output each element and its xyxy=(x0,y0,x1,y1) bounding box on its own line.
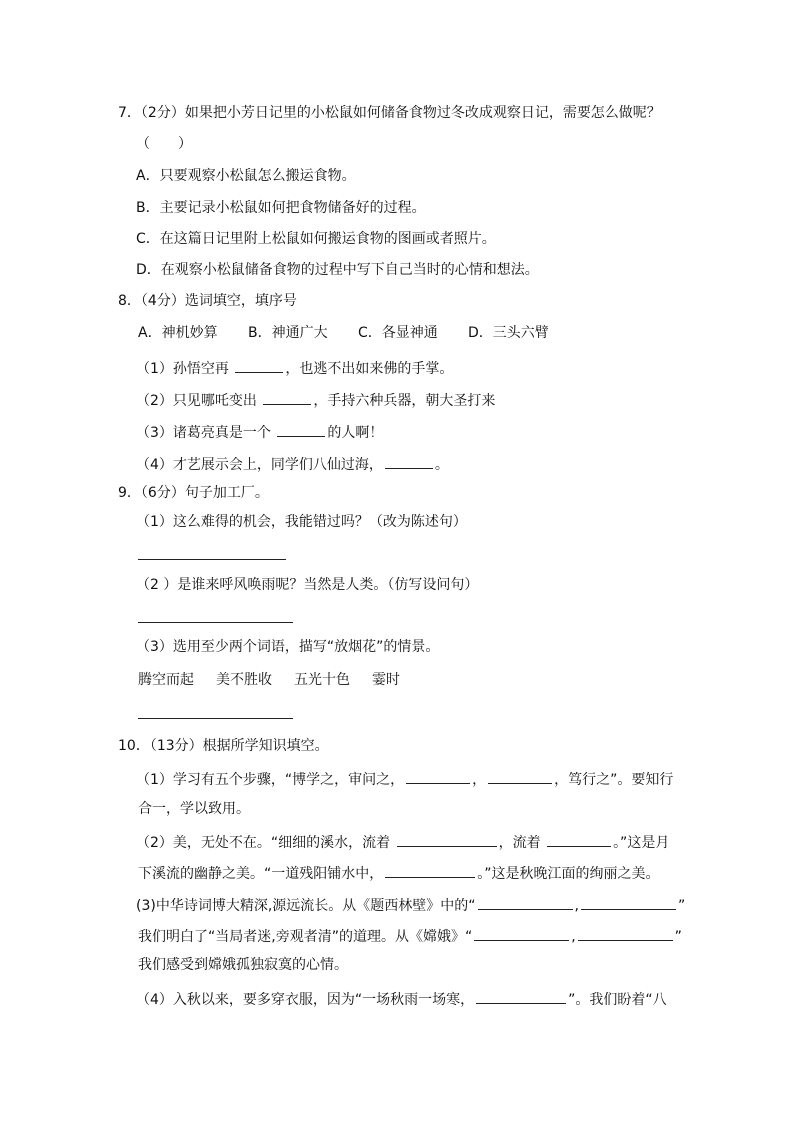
text: ” xyxy=(678,898,686,914)
q8-item-2-pre: （2）只见哪吒变出 xyxy=(136,393,262,409)
q8-choice-c: C．各显神通 xyxy=(358,325,438,341)
q9-word: 腾空而起 xyxy=(138,672,194,688)
text: , xyxy=(574,898,579,914)
text: （1）学习有五个步骤，“博学之，审问之， xyxy=(136,772,405,788)
answer-blank[interactable] xyxy=(488,768,552,784)
answer-blank[interactable] xyxy=(385,453,433,469)
q10-part-2-line-2 xyxy=(138,862,660,883)
q10-part-4 xyxy=(136,988,667,1009)
q9-word-bank xyxy=(138,671,400,689)
answer-blank[interactable] xyxy=(581,894,676,910)
q8-item-2-post: ，手持六种兵器，朝大圣打来 xyxy=(313,393,496,409)
text: ，笃行之”。要知行 xyxy=(554,772,674,788)
text: （4）入秋以来，要多穿衣服，因为“一场秋雨一场寒， xyxy=(136,992,475,1008)
answer-line[interactable] xyxy=(138,622,293,623)
q8-choice-b: B．神通广大 xyxy=(248,325,328,341)
q10-part-3 xyxy=(136,894,685,915)
text: (3)中华诗词博大精深,源远流长。从《题西林壁》中的“ xyxy=(136,898,476,914)
answer-blank[interactable] xyxy=(478,894,573,910)
q8-item-1-post: ，也逃不出如来佛的手掌。 xyxy=(285,361,454,377)
q10-part-3-line-3: 我们感受到嫦娥孤独寂寞的心情。 xyxy=(138,957,348,973)
q8-item-3-pre: （3）诸葛亮真是一个 xyxy=(136,425,276,441)
answer-blank[interactable] xyxy=(547,831,611,847)
answer-blank[interactable] xyxy=(385,862,475,878)
q7-stem: 7．（2分）如果把小芳日记里的小松鼠如何储备食物过冬改成观察日记，需要怎么做呢？ xyxy=(118,105,661,121)
q7-option-d: D．在观察小松鼠储备食物的过程中写下自己当时的心情和想法。 xyxy=(136,262,539,278)
q8-stem: 8．（4分）选词填空，填序号 xyxy=(118,293,297,309)
q8-choices xyxy=(138,324,549,342)
text: 。”这是秋晚江面的绚丽之美。 xyxy=(477,866,660,882)
answer-blank[interactable] xyxy=(263,389,311,405)
text: 下溪流的幽静之美。“一道残阳铺水中， xyxy=(138,866,384,882)
q10-stem: 10．（13分）根据所学知识填空。 xyxy=(118,738,329,754)
q7-option-b: B．主要记录小松鼠如何把食物储备好的过程。 xyxy=(136,200,426,216)
q8-item-1 xyxy=(136,357,453,378)
text: （2）美，无处不在。“细细的溪水，流着 xyxy=(136,835,395,851)
q9-sentence-3: （3）选用至少两个词语，描写“放烟花”的情景。 xyxy=(136,639,440,655)
q7-option-c: C．在这篇日记里附上松鼠如何搬运食物的图画或者照片。 xyxy=(136,231,496,247)
text: ” xyxy=(674,929,682,945)
q9-word: 五光十色 xyxy=(294,672,350,688)
text: 。”这是月 xyxy=(613,835,670,851)
q8-item-1-pre: （1）孙悟空再 xyxy=(136,361,234,377)
answer-blank[interactable] xyxy=(578,925,673,941)
q8-choice-d: D．三头六臂 xyxy=(468,325,549,341)
answer-blank[interactable] xyxy=(476,988,566,1004)
text: ，流着 xyxy=(498,835,546,851)
q8-item-2 xyxy=(136,389,495,410)
text: , xyxy=(571,929,576,945)
q7-option-a: A．只要观察小松鼠怎么搬运食物。 xyxy=(136,168,356,184)
q8-choice-a: A．神机妙算 xyxy=(138,325,218,341)
q9-word: 美不胜收 xyxy=(216,672,272,688)
q8-item-4-pre: （4）才艺展示会上，同学们八仙过海， xyxy=(136,457,383,473)
text: ， xyxy=(472,772,487,788)
q9-sentence-2: （2 ）是谁来呼风唤雨呢？当然是人类。（仿写设问句） xyxy=(136,577,479,593)
q8-item-4-post: 。 xyxy=(434,457,449,473)
answer-blank[interactable] xyxy=(277,421,325,437)
q8-item-4 xyxy=(136,453,449,474)
answer-blank[interactable] xyxy=(474,925,569,941)
q10-part-1-line-2: 合一，学以致用。 xyxy=(138,801,250,817)
q8-item-3-post: 的人啊！ xyxy=(327,425,384,441)
q9-word: 霎时 xyxy=(372,672,400,688)
q10-part-2 xyxy=(136,831,669,852)
q7-paren: （ ） xyxy=(136,136,192,152)
q9-sentence-1: （1）这么难得的机会，我能错过吗？（改为陈述句） xyxy=(136,514,467,530)
q10-part-3-line-2 xyxy=(138,925,682,946)
answer-line[interactable] xyxy=(138,718,293,719)
text: 我们明白了“当局者迷,旁观者清”的道理。从《嫦娥》“ xyxy=(138,929,473,945)
q8-item-3 xyxy=(136,421,383,442)
answer-blank[interactable] xyxy=(406,768,470,784)
answer-blank[interactable] xyxy=(397,831,497,847)
answer-blank[interactable] xyxy=(235,357,283,373)
q10-part-1 xyxy=(136,768,673,789)
text: ”。我们盼着“八 xyxy=(568,992,667,1008)
answer-line[interactable] xyxy=(138,559,286,560)
q9-stem: 9．（6分）句子加工厂。 xyxy=(118,485,269,501)
